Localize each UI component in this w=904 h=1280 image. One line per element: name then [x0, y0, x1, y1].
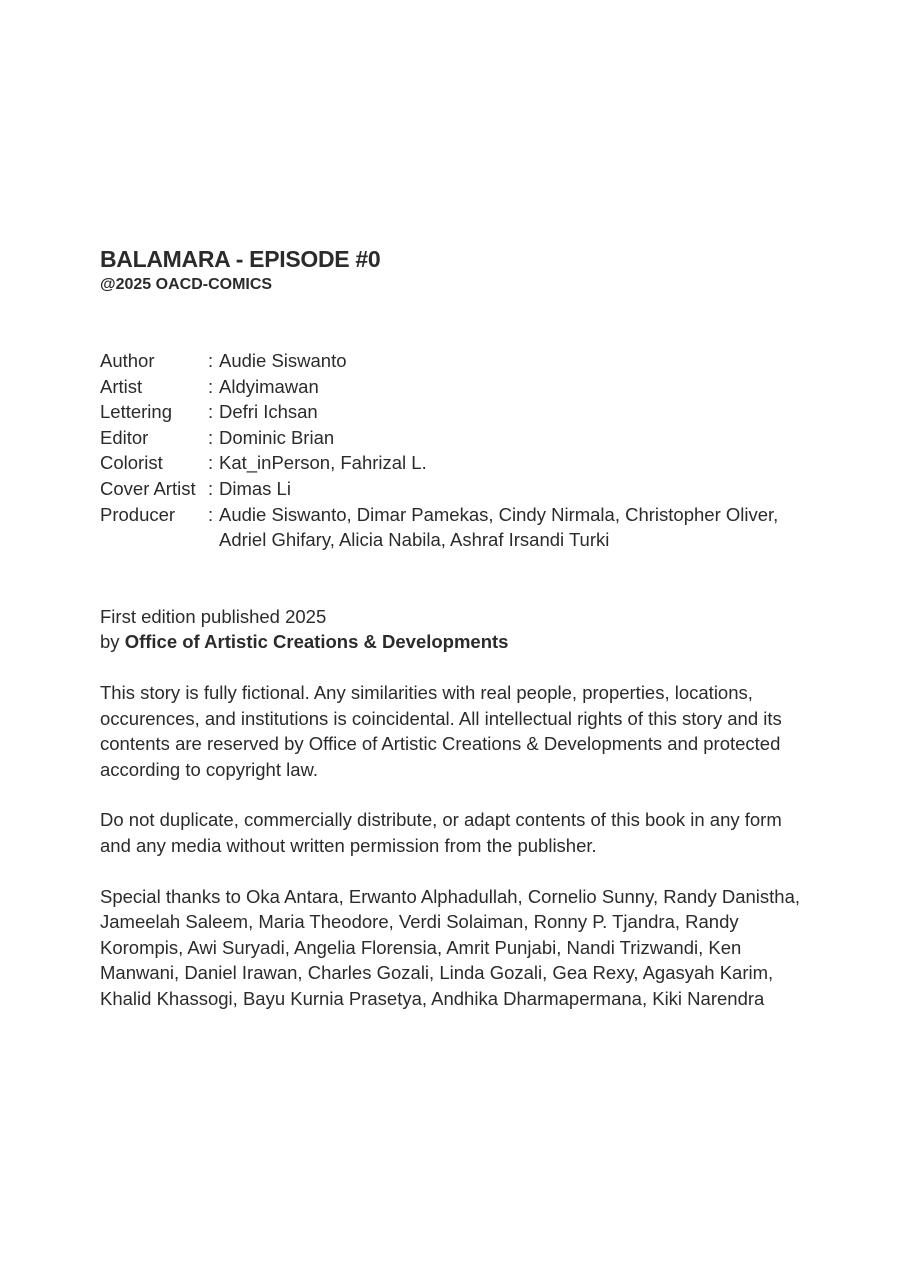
- credit-row-lettering: [100, 399, 800, 425]
- publisher-by: by: [100, 631, 120, 653]
- credit-role: Cover Artist: [100, 477, 196, 499]
- edition-info: [100, 604, 800, 655]
- credit-value: Aldyimawan: [219, 375, 319, 397]
- credit-value: Dimas Li: [219, 477, 291, 499]
- credit-value: Defri Ichsan: [219, 401, 318, 423]
- credits-list: [100, 348, 800, 553]
- credit-role: Lettering: [100, 401, 172, 423]
- credit-role: Producer: [100, 503, 176, 525]
- notice-paragraph: Do not duplicate, commercially distribute, or adapt contents of this book in any form and any media without written permission from the publisher.: [100, 809, 782, 856]
- credit-separator: :: [208, 426, 214, 448]
- copyright-line: @2025 OACD-COMICS: [100, 276, 273, 293]
- credit-role: Author: [100, 350, 155, 371]
- credit-separator: :: [208, 375, 214, 397]
- credit-value: Audie Siswanto: [219, 350, 347, 371]
- credit-separator: :: [208, 401, 214, 423]
- credit-separator: :: [208, 452, 214, 474]
- publisher-line: [100, 629, 800, 655]
- credit-role: Editor: [100, 426, 149, 448]
- credit-separator: :: [208, 350, 214, 371]
- credit-row-cover-artist: [100, 476, 800, 502]
- credit-role: Artist: [100, 375, 143, 397]
- credit-row-artist: [100, 374, 800, 400]
- publisher-name: Office of Artistic Creations & Developments: [124, 631, 509, 653]
- credit-value: Audie Siswanto, Dimar Pamekas, Cindy Nirmala, Christopher Oliver, Adriel Ghifary, Alicia Nabila, Ashraf Irsandi Turki: [219, 503, 779, 551]
- credit-row-producer: [100, 502, 800, 553]
- copyright-page: [100, 244, 800, 1030]
- thanks-paragraph: Special thanks to Oka Antara, Erwanto Alphadullah, Cornelio Sunny, Randy Danistha, Jameelah Saleem, Maria Theodore, Verdi Solaiman, Ronny P. Tjandra, Randy Korompis, Awi Suryadi, Angelia Florensia, Amrit Punjabi, Nandi Trizwandi, Ken Manwani, Daniel Irawan, Charles Gozali, Linda Gozali, Gea Rexy, Agasyah Karim, Khalid Khassogi, Bayu Kurnia Prasetya, Andhika Dharmapermana, Kiki Narendra: [100, 885, 800, 1009]
- book-title: BALAMARA - EPISODE #0: [100, 246, 381, 272]
- credit-row-colorist: [100, 450, 800, 476]
- disclaimer-paragraph: This story is fully fictional. Any similarities with real people, properties, locations, occurences, and institutions is coincidental. All intellectual rights of this story and its contents are reserved by Office of Artistic Creations & Developments and protected according to copyright law.: [100, 681, 782, 780]
- credit-separator: :: [208, 503, 214, 525]
- credit-value: Dominic Brian: [219, 426, 335, 448]
- credit-value: Kat_inPerson, Fahrizal L.: [219, 452, 427, 474]
- credit-separator: :: [208, 477, 214, 499]
- credit-row-author: [100, 348, 800, 374]
- credit-row-editor: [100, 425, 800, 451]
- credit-role: Colorist: [100, 452, 163, 474]
- edition-line: First edition published 2025: [100, 605, 327, 627]
